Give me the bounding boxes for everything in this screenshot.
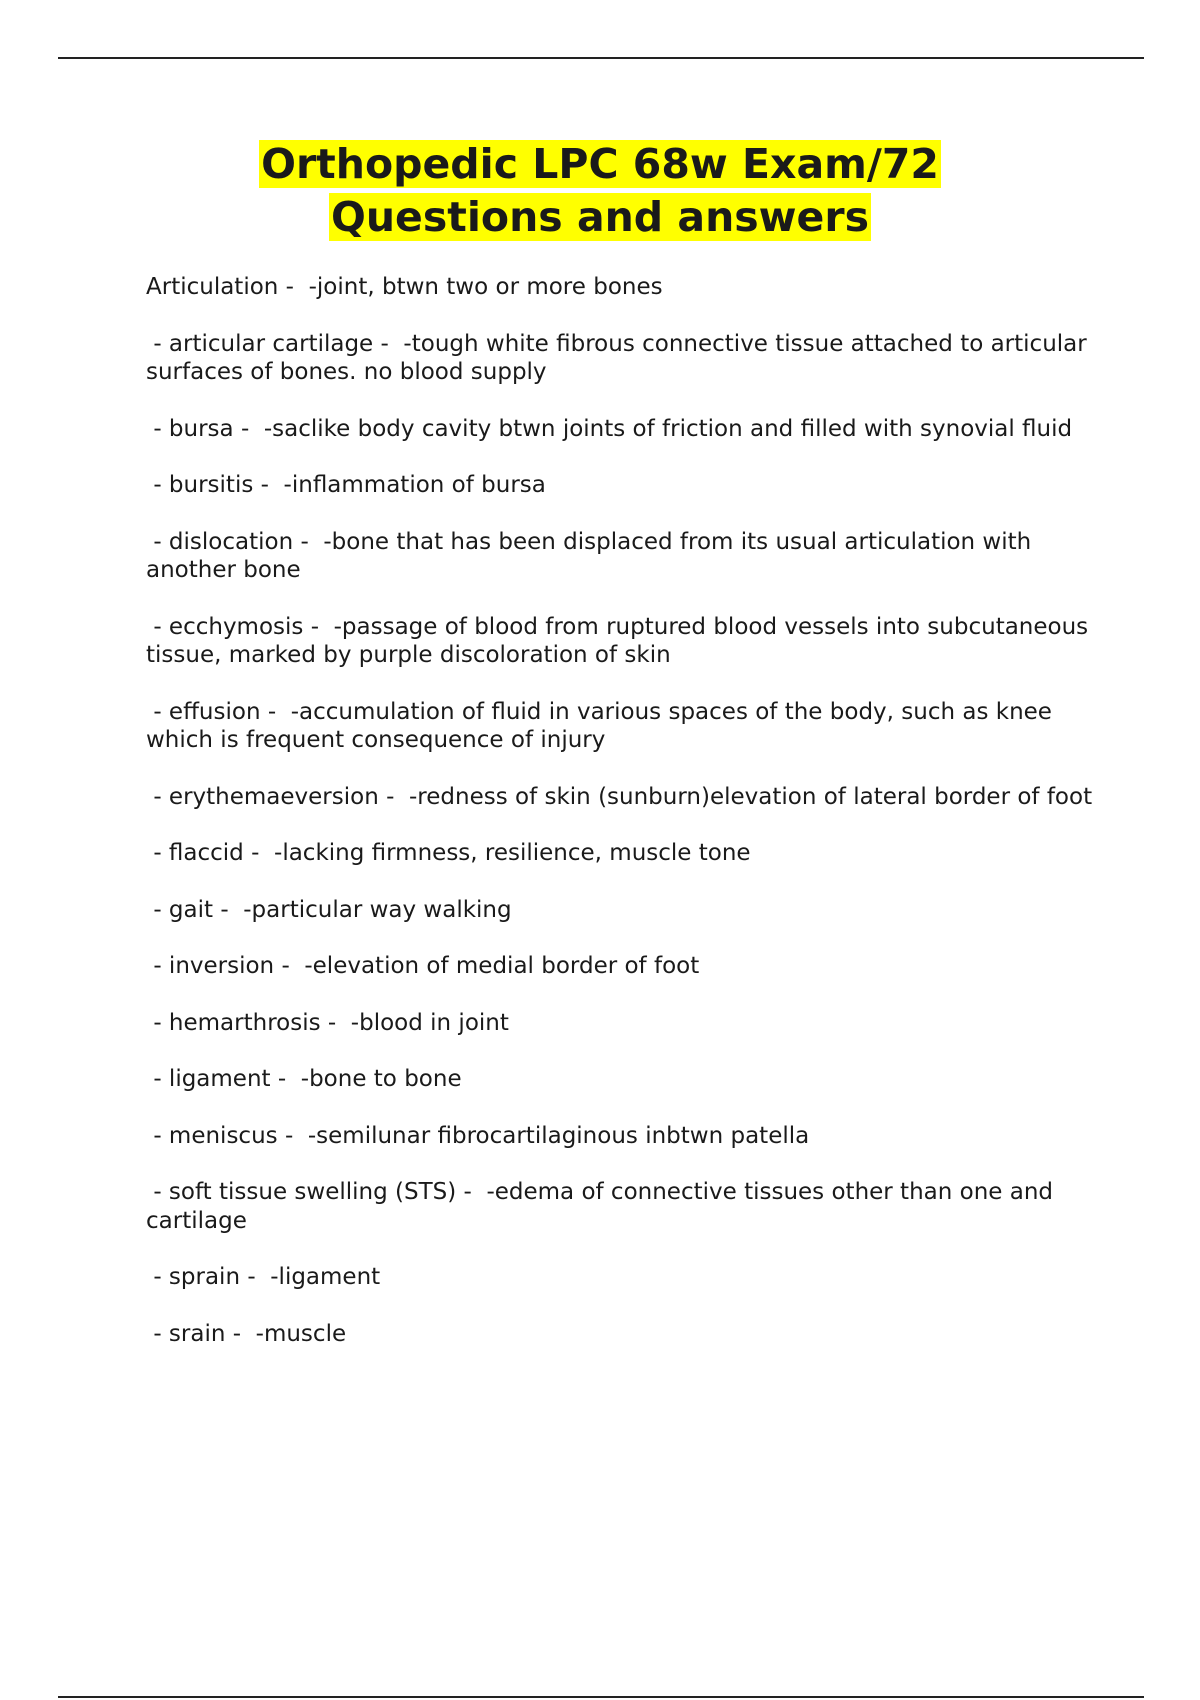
term-entry: - erythemaeversion - -redness of skin (sunburn)elevation of lateral border of foot — [146, 783, 1093, 810]
term-entry: - effusion - -accumulation of fluid in various spaces of the body, such as knee which is frequent consequence of injury — [146, 698, 1060, 753]
term-entry: - gait - -particular way walking — [146, 896, 512, 923]
title-line-1: Orthopedic LPC 68w Exam/72 — [261, 140, 939, 188]
term-entry: - ecchymosis - -passage of blood from ruptured blood vessels into subcutaneous tissue, marked by purple discoloration of skin — [146, 613, 1096, 668]
title-line-2: Questions and answers — [331, 193, 869, 241]
term-entry: - dislocation - -bone that has been displaced from its usual articulation with another bone — [146, 528, 1039, 583]
term-entry: Articulation - -joint, btwn two or more bones — [146, 274, 663, 300]
term-list — [146, 273, 1096, 1376]
term-entry: - soft tissue swelling (STS) - -edema of connective tissues other than one and cartilage — [146, 1179, 1061, 1234]
term-entry: - sprain - -ligament — [146, 1264, 381, 1290]
term-entry: - meniscus - -semilunar fibrocartilaginous inbtwn patella — [146, 1122, 810, 1149]
term-entry: - articular cartilage - -tough white fibrous connective tissue attached to articular surfaces of bones. no blood supply — [146, 330, 1095, 385]
term-entry: - inversion - -elevation of medial border of foot — [146, 953, 700, 979]
term-entry: - ligament - -bone to bone — [146, 1066, 462, 1092]
top-rule — [58, 57, 1144, 59]
term-entry: - bursa - -saclike body cavity btwn joints of friction and filled with synovial fluid — [146, 415, 1073, 442]
bottom-rule — [58, 1696, 1144, 1698]
term-entry: - bursitis - -inflammation of bursa — [146, 472, 546, 498]
term-entry: - flaccid - -lacking firmness, resilience, muscle tone — [146, 840, 751, 866]
term-entry: - srain - -muscle — [146, 1320, 347, 1347]
term-entry: - hemarthrosis - -blood in joint — [146, 1009, 509, 1036]
document-title — [0, 138, 1200, 244]
